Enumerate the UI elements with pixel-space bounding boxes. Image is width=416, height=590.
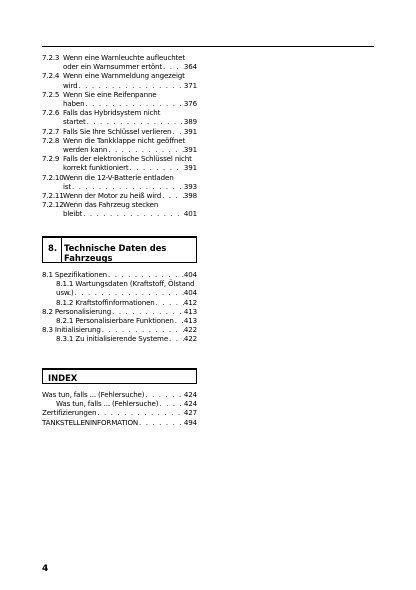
page-number: 4 bbox=[42, 564, 49, 574]
toc-entry[interactable] bbox=[42, 90, 197, 108]
toc-leader-line bbox=[63, 191, 197, 200]
toc-entry-text: Wenn eine Warnmeldung angezeigt bbox=[63, 71, 185, 81]
leader-dots bbox=[171, 127, 184, 136]
toc-entry-text: 8.3.1 Zu initialisierende Systeme bbox=[56, 334, 169, 344]
toc-entry-number: 7.2.5 bbox=[42, 89, 60, 99]
toc-entry-number: 7.2.3 bbox=[42, 53, 60, 62]
toc-entry[interactable] bbox=[42, 71, 197, 89]
toc-leader-line bbox=[42, 390, 197, 399]
leader-dots bbox=[128, 163, 183, 172]
toc-page-number: 364 bbox=[183, 62, 197, 72]
toc-entry[interactable] bbox=[42, 298, 197, 307]
leader-dots bbox=[101, 325, 184, 334]
toc-leader-line bbox=[63, 62, 197, 71]
toc-entry-text: 8.1.1 Wartungsdaten (Kraftstoff, Ölstand bbox=[56, 279, 195, 289]
toc-page-number: 391 bbox=[183, 126, 197, 136]
toc-leader-line bbox=[56, 399, 197, 408]
toc-entry-text: bleibt bbox=[63, 209, 83, 219]
leader-dots bbox=[161, 191, 184, 200]
toc-page-number: 376 bbox=[183, 99, 197, 109]
toc-page-number: 398 bbox=[183, 191, 197, 201]
toc-leader-line bbox=[42, 418, 197, 427]
toc-entry-text: Was tun, falls ... (Fehlersuche) bbox=[56, 399, 159, 409]
toc-page-number: 427 bbox=[183, 408, 197, 418]
toc-entry-number: 7.2.9 bbox=[42, 154, 60, 164]
toc-page-number: 422 bbox=[183, 325, 197, 335]
top-rule bbox=[42, 46, 374, 47]
toc-entry-text: Wenn Sie eine Reifenpanne bbox=[63, 89, 157, 99]
toc-leader-line bbox=[63, 99, 197, 108]
leader-dots bbox=[168, 334, 184, 343]
toc-entry[interactable] bbox=[42, 408, 197, 417]
toc-entry-text: 8.2.1 Personalisierbare Funktionen bbox=[56, 316, 174, 326]
toc-entry-number: 7.2.8 bbox=[42, 135, 60, 145]
toc-entry-number: 7.2.11 bbox=[42, 191, 64, 201]
leader-dots bbox=[155, 298, 184, 307]
toc-page-number: 404 bbox=[183, 270, 197, 279]
toc-leader-line bbox=[42, 270, 197, 279]
toc-entry-text: wird bbox=[63, 80, 78, 90]
leader-dots bbox=[174, 316, 184, 325]
leader-dots bbox=[158, 399, 184, 408]
toc-leader-line bbox=[63, 81, 197, 90]
toc-page-number: 404 bbox=[183, 288, 197, 298]
toc-entry-text: Zertifizierungen bbox=[42, 408, 97, 418]
toc-page-number: 401 bbox=[183, 209, 197, 219]
toc-entry-number: 7.2.10 bbox=[42, 172, 64, 182]
toc-entry-text: korrekt funktioniert bbox=[63, 163, 129, 173]
toc-entry-text: 8.1 Spezifikationen bbox=[42, 270, 107, 279]
toc-entry[interactable] bbox=[42, 127, 197, 136]
toc-leader-line bbox=[56, 334, 197, 343]
toc-entry[interactable] bbox=[42, 399, 197, 408]
toc-entry-text: Was tun, falls ... (Fehlersuche) bbox=[42, 390, 145, 399]
chapter-8-heading bbox=[42, 236, 197, 263]
heading-divider bbox=[61, 238, 62, 262]
toc-page-number: 391 bbox=[183, 145, 197, 155]
toc-page-number: 371 bbox=[183, 80, 197, 90]
toc-entry-text: werden kann bbox=[63, 145, 108, 155]
leader-dots bbox=[86, 117, 184, 126]
toc-entry-text: startet bbox=[63, 117, 86, 127]
leader-dots bbox=[111, 307, 184, 316]
leader-dots bbox=[82, 209, 184, 218]
leader-dots bbox=[96, 408, 184, 417]
index-title: INDEX bbox=[48, 373, 78, 383]
toc-leader-line bbox=[42, 325, 197, 334]
toc-entry[interactable] bbox=[42, 108, 197, 126]
leader-dots bbox=[77, 81, 183, 90]
toc-entry[interactable] bbox=[42, 191, 197, 200]
toc-entry-text: Falls das Hybridsystem nicht bbox=[63, 108, 161, 118]
toc-section-index bbox=[42, 390, 197, 427]
toc-entry-number: 7.2.4 bbox=[42, 71, 60, 81]
toc-page-number: 422 bbox=[183, 334, 197, 344]
toc-leader-line bbox=[63, 127, 197, 136]
toc-entry-number: 7.2.7 bbox=[42, 126, 60, 136]
toc-entry-text: 8.1.2 Kraftstoffinformationen bbox=[56, 297, 155, 307]
toc-section-7-2 bbox=[42, 53, 197, 219]
toc-leader-line bbox=[63, 163, 197, 172]
toc-entry-text: ist bbox=[63, 181, 71, 191]
toc-leader-line bbox=[42, 408, 197, 417]
toc-entry-text: Wenn die Tankklappe nicht geöffnet bbox=[63, 135, 186, 145]
toc-page-number: 424 bbox=[183, 390, 197, 399]
toc-entry[interactable] bbox=[42, 390, 197, 399]
toc-leader-line bbox=[63, 209, 197, 218]
toc-entry[interactable] bbox=[42, 279, 197, 297]
toc-entry[interactable] bbox=[42, 325, 197, 334]
toc-entry[interactable] bbox=[42, 53, 197, 71]
toc-entry[interactable] bbox=[42, 270, 197, 279]
toc-leader-line bbox=[56, 288, 197, 297]
toc-entry-text: Wenn die 12-V-Batterie entladen bbox=[63, 172, 174, 182]
toc-page-number: 424 bbox=[183, 399, 197, 409]
index-heading bbox=[42, 368, 197, 384]
toc-page-number: 391 bbox=[183, 163, 197, 173]
toc-entry[interactable] bbox=[42, 173, 197, 191]
toc-entry-text: 8.3 Initialisierung bbox=[42, 325, 101, 335]
toc-page-number: 413 bbox=[183, 316, 197, 326]
toc-leader-line bbox=[63, 182, 197, 191]
toc-entry[interactable] bbox=[42, 307, 197, 316]
leader-dots bbox=[84, 99, 183, 108]
toc-entry-text: Falls der elektronische Schlüssel nicht bbox=[63, 154, 192, 164]
leader-dots bbox=[144, 390, 184, 399]
toc-page-number: 412 bbox=[183, 297, 197, 307]
toc-entry-text: usw.) bbox=[56, 288, 74, 298]
leader-dots bbox=[138, 418, 184, 427]
toc-page-number: 393 bbox=[183, 181, 197, 191]
toc-entry-text: Falls Sie Ihre Schlüssel verlieren bbox=[63, 126, 172, 136]
toc-page-number: 389 bbox=[183, 117, 197, 127]
leader-dots bbox=[74, 288, 184, 297]
toc-page-number: 413 bbox=[183, 306, 197, 316]
toc-entry-text: oder ein Warnsummer ertönt bbox=[63, 62, 162, 72]
toc-entry-text: Wenn das Fahrzeug stecken bbox=[63, 200, 159, 210]
toc-leader-line bbox=[42, 307, 197, 316]
toc-entry-number: 7.2.12 bbox=[42, 200, 64, 210]
toc-leader-line bbox=[63, 117, 197, 126]
toc-entry[interactable] bbox=[42, 334, 197, 343]
leader-dots bbox=[107, 145, 184, 154]
toc-entry-text: haben bbox=[63, 99, 85, 109]
toc-section-8 bbox=[42, 270, 197, 344]
toc-page-number: 494 bbox=[183, 417, 197, 427]
toc-entry[interactable] bbox=[42, 418, 197, 427]
leader-dots bbox=[162, 62, 184, 71]
toc-entry-text: Wenn der Motor zu heiß wird bbox=[63, 191, 162, 201]
toc-entry-number: 7.2.6 bbox=[42, 108, 60, 118]
toc-entry-text: 8.2 Personalisierung bbox=[42, 306, 112, 316]
toc-entry[interactable] bbox=[42, 200, 197, 218]
toc-entry[interactable] bbox=[42, 154, 197, 172]
toc-leader-line bbox=[56, 316, 197, 325]
chapter-title: Technische Daten des Fahrzeugs bbox=[64, 243, 167, 263]
chapter-number: 8. bbox=[48, 243, 58, 253]
toc-leader-line bbox=[56, 298, 197, 307]
leader-dots bbox=[71, 182, 184, 191]
toc-entry[interactable] bbox=[42, 136, 197, 154]
toc-entry[interactable] bbox=[42, 316, 197, 325]
leader-dots bbox=[107, 270, 184, 279]
toc-leader-line bbox=[63, 145, 197, 154]
toc-entry-text: Wenn eine Warnleuchte aufleuchtet bbox=[63, 53, 186, 62]
toc-entry-text: TANKSTELLENINFORMATION bbox=[42, 417, 139, 427]
